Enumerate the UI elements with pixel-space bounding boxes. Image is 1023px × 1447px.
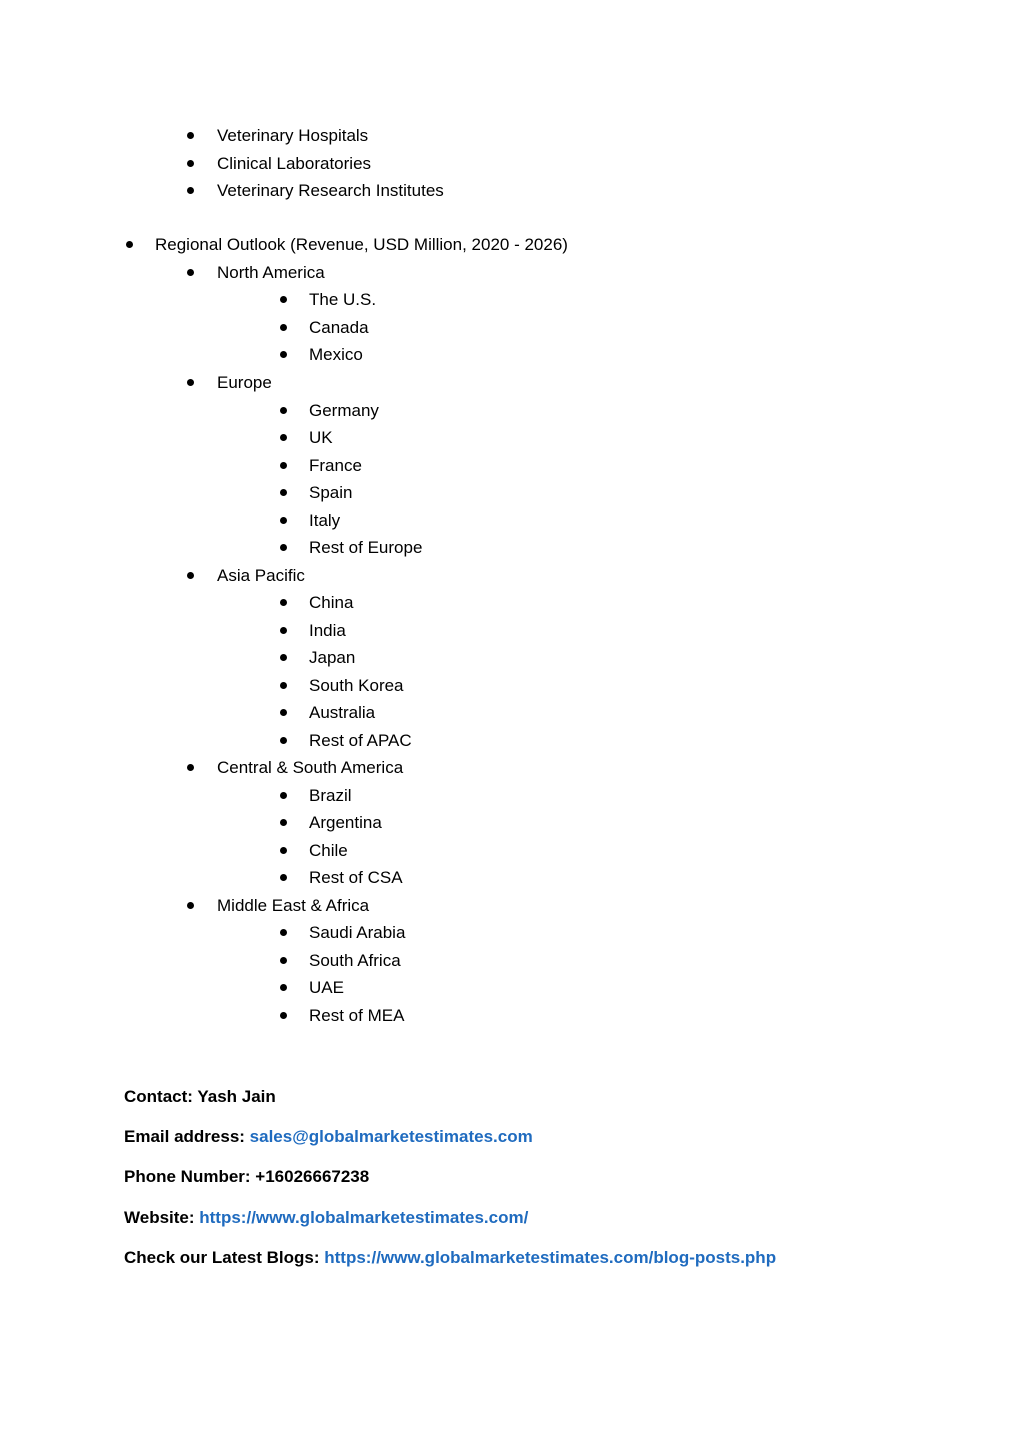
bullet-icon [126,241,133,248]
bullet-icon [280,682,287,689]
list-item-label: Veterinary Research Institutes [217,181,444,200]
country-label: Argentina [309,813,382,832]
country-label: UK [309,428,333,447]
bullet-icon [280,819,287,826]
blogs-link[interactable]: https://www.globalmarketestimates.com/blog-posts.php [324,1248,777,1267]
country-label: Saudi Arabia [309,923,406,942]
bullet-icon [280,627,287,634]
bullet-icon [187,132,194,139]
country-label: India [309,621,346,640]
country-label: Rest of APAC [309,731,412,750]
country-label: China [309,593,354,612]
country-label: France [309,456,362,475]
country-label: Rest of CSA [309,868,403,887]
country-label: Japan [309,648,356,667]
bullet-icon [280,489,287,496]
email-label: Email address: [124,1127,250,1146]
blogs-label: Check our Latest Blogs: [124,1248,325,1267]
country-label: Italy [309,511,341,530]
bullet-icon [280,792,287,799]
country-label: Rest of Europe [309,538,423,557]
bullet-icon [280,737,287,744]
contact-line: Contact: Yash Jain [124,1087,276,1106]
country-label: Mexico [309,345,363,364]
bullet-icon [280,407,287,414]
bullet-icon [187,572,194,579]
country-label: Rest of MEA [309,1006,405,1025]
bullet-icon [280,517,287,524]
bullet-icon [187,764,194,771]
country-label: Brazil [309,786,352,805]
country-label: Germany [309,401,379,420]
country-label: Spain [309,483,353,502]
contact-website [124,1206,528,1230]
country-label: Australia [309,703,376,722]
bullet-icon [187,269,194,276]
list-item-label: Clinical Laboratories [217,154,372,173]
contact-blogs [124,1246,776,1270]
bullet-icon [280,709,287,716]
email-link[interactable]: sales@globalmarketestimates.com [249,1127,533,1146]
bullet-icon [187,187,194,194]
contact-name [124,1085,276,1109]
contact-email [124,1125,533,1149]
bullet-icon [187,379,194,386]
bullet-icon [280,874,287,881]
bullet-icon [187,160,194,167]
country-label: South Africa [309,951,401,970]
bullet-icon [280,434,287,441]
list-item-label: Veterinary Hospitals [217,126,369,145]
list-item-label: Regional Outlook (Revenue, USD Million, 2020 - 2026) [155,235,568,254]
bullet-icon [280,654,287,661]
website-label: Website: [124,1208,200,1227]
bullet-icon [280,599,287,606]
country-label: UAE [309,978,344,997]
bullet-icon [280,984,287,991]
bullet-icon [187,902,194,909]
bullet-icon [280,544,287,551]
region-label: Central & South America [217,758,404,777]
phone-line: Phone Number: +16026667238 [124,1167,370,1186]
country-label: The U.S. [309,290,377,309]
website-link[interactable]: https://www.globalmarketestimates.com/ [199,1208,529,1227]
region-label: Europe [217,373,272,392]
country-label: Chile [309,841,348,860]
region-label: Middle East & Africa [217,896,370,915]
contact-phone [124,1165,369,1189]
bullet-icon [280,847,287,854]
bullet-icon [280,957,287,964]
country-label: Canada [309,318,369,337]
bullet-icon [280,1012,287,1019]
bullet-icon [280,324,287,331]
bullet-icon [280,296,287,303]
bullet-icon [280,351,287,358]
bullet-icon [280,462,287,469]
region-label: Asia Pacific [217,566,305,585]
country-label: South Korea [309,676,404,695]
region-label: North America [217,263,325,282]
bullet-icon [280,929,287,936]
